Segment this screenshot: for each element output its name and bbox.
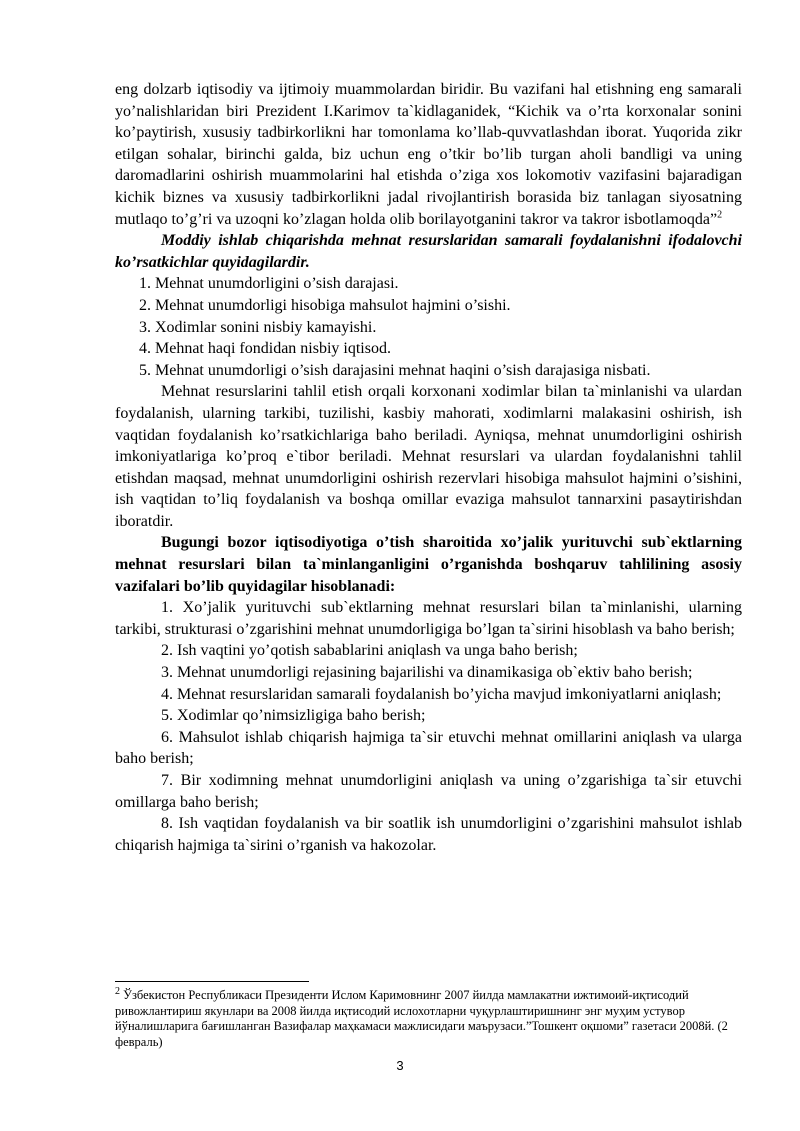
footnote — [115, 985, 745, 1050]
task-item: 2. Ish vaqtini yo’qotish sabablarini aniqlash va unga baho berish; — [161, 642, 578, 660]
task-item: 1. Xo’jalik yurituvchi sub`ektlarning mehnat resurslari bilan ta`minlanishi, ularning tarkibi, strukturasi o’zgarishini mehnat unumdorligiga bo’lgan ta`sirini hisoblash va baho berish; — [115, 599, 742, 638]
intro-paragraph — [115, 79, 742, 230]
list-item: 4. Mehnat haqi fondidan nisbiy iqtisod. — [139, 340, 391, 358]
footnote-divider — [115, 981, 309, 982]
task-item: 7. Bir xodimning mehnat unumdorligini aniqlash va uning o’zgarishiga ta`sir etuvchi omillarga baho berish; — [115, 772, 742, 811]
intro-text: eng dolzarb iqtisodiy va ijtimoiy muammolardan biridir. Bu vazifani hal etishning eng samarali yo’nalishlaridan biri Prezident I.Karimov ta`kidlaganidek, “Kichik va o’rta korxonalar sonini ko’paytirish, xususiy tadbirkorlikni har tomonlama ko’llab-quvvatlashdan iborat. Yuqorida zikr etilgan sohalar, birinchi galda, biz uchun eng o’tkir bo’lib turgan aholi bandligi va uning daromadlarini oshirish muammolarini hal etishda o’ziga xos lokomotiv vazifasini bajaradigan kichik biznes va xususiy tadbirkorlikni jadal rivojlantirish borasida biz tanlagan siyosatning mutlaqo to’g’ri va uzoqni ko’zlagan holda olib borilayotganini takror va takror isbotlamoqda” — [115, 81, 742, 228]
document-body — [115, 79, 742, 856]
section-heading-tasks: Bugungi bozor iqtisodiyotiga o’tish sharoitida xo’jalik yurituvchi sub`ektlarning mehnat resurslari bilan ta`minlanganligini o’rganishda boshqaruv tahlilining asosiy vazifalari bo’lib quyidagilar hisoblanadi: — [115, 534, 742, 595]
list-item: 2. Mehnat unumdorligi hisobiga mahsulot hajmini o’sishi. — [139, 296, 511, 314]
task-item: 8. Ish vaqtidan foydalanish va bir soatlik ish unumdorligini o’zgarishini mahsulot ishlab chiqarish hajmiga ta`sirini o’rganish va hakozolar. — [115, 815, 742, 854]
footnote-reference: 2 — [717, 209, 723, 221]
analysis-paragraph: Mehnat resurslarini tahlil etish orqali korxonani xodimlar bilan ta`minlanishi va ulardan foydalanish, ularning tarkibi, tuzilishi, kasbiy mahorati, xodimlarni malakasini oshirish, ish vaqtidan foydalanish ko’rsatkichlariga baho beriladi. Ayniqsa, mehnat unumdorligini oshirish imkoniyatlariga ko’proq e`tibor beriladi. Mehnat resurslari va ulardan foydalanishni tahlil etishdan maqsad, mehnat unumdorligini oshirish rezervlari hisobiga mahsulot hajmini o’sishini, ish vaqtidan to’liq foydalanish va boshqa omillar evaziga mahsulot tannarxini pasaytirishdan iboratdir. — [115, 383, 742, 530]
task-item: 4. Mehnat resurslaridan samarali foydalanish bo’yicha mavjud imkoniyatlarni aniqlash; — [161, 685, 722, 703]
section-heading-indicators: Moddiy ishlab chiqarishda mehnat resurslaridan samarali foydalanishni ifodalovchi ko’rsatkichlar quyidagilardir. — [115, 232, 742, 271]
footnote-mark: 2 — [115, 985, 120, 997]
task-item: 5. Xodimlar qo’nimsizligiga baho berish; — [161, 707, 426, 725]
list-item: 3. Xodimlar sonini nisbiy kamayishi. — [139, 318, 377, 336]
task-item: 6. Mahsulot ishlab chiqarish hajmiga ta`sir etuvchi mehnat omillarini aniqlash va ularga baho berish; — [115, 728, 742, 768]
list-item: 5. Mehnat unumdorligi o’sish darajasini mehnat haqini o’sish darajasiga nisbati. — [139, 361, 651, 379]
page-number: 3 — [396, 1058, 404, 1073]
task-item: 3. Mehnat unumdorligi rejasining bajarilishi va dinamikasiga ob`ektiv baho berish; — [161, 664, 693, 682]
list-item: 1. Mehnat unumdorligini o’sish darajasi. — [139, 275, 399, 293]
footnote-text: Ўзбекистон Республикаси Президенти Ислом Каримовнинг 2007 йилда мамлакатни ижтимоий-иқтисодий ривожлантириш якунлари ва 2008 йилда иқтисодий ислохотларни чуқурлаштиришнинг энг муҳим устувор йўналишларига бағишланган Вазифалар маҳкамаси мажлисидаги маърузаси.”Тошкент оқшоми” газетаси 2008й. (2 февраль) — [115, 988, 728, 1049]
